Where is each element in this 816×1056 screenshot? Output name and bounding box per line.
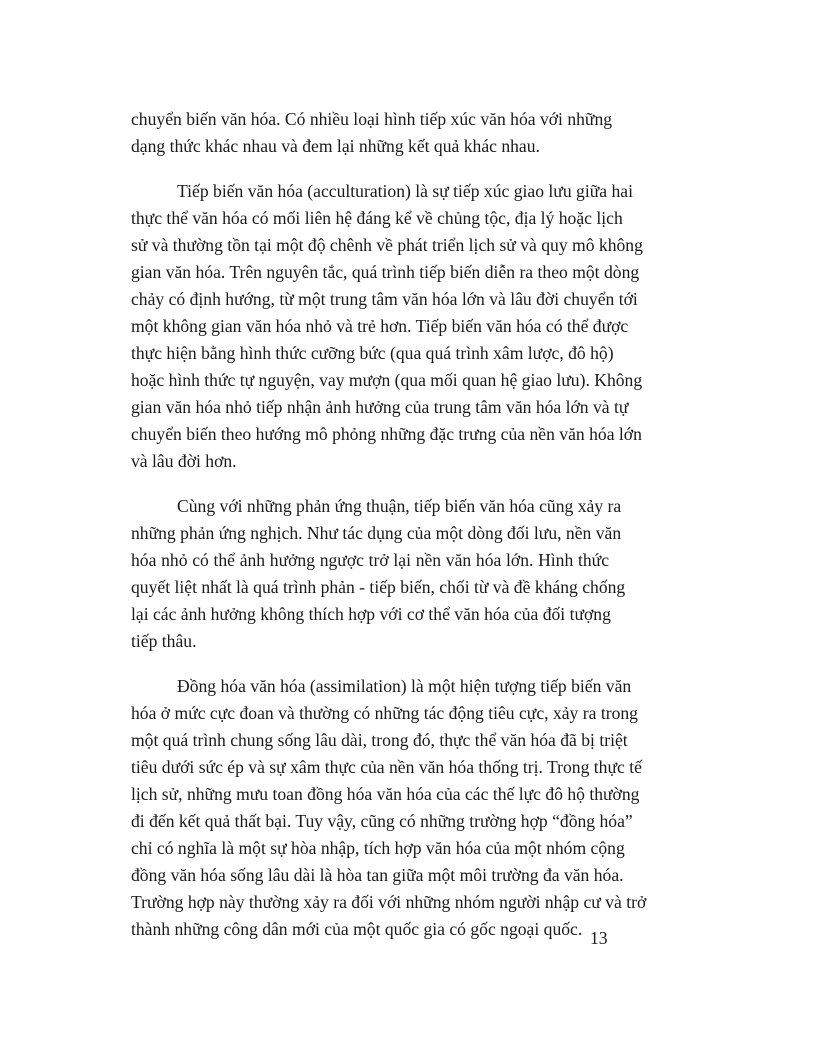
text-line: lịch sử, những mưu toan đồng hóa văn hóa của các thế lực đô hộ thường: [131, 784, 640, 804]
paragraph: [131, 178, 643, 475]
text-line: chuyển biến theo hướng mô phỏng những đặc trưng của nền văn hóa lớn: [131, 424, 642, 444]
text-line: thực thể văn hóa có mối liên hệ đáng kể về chủng tộc, địa lý hoặc lịch: [131, 208, 623, 228]
text-line: thành những công dân mới của một quốc gia có gốc ngoại quốc.: [131, 919, 583, 939]
text-line: gian văn hóa nhỏ tiếp nhận ảnh hưởng của trung tâm văn hóa lớn và tự: [131, 397, 629, 417]
page-body: [131, 106, 647, 961]
text-line: đi đến kết quả thất bại. Tuy vậy, cũng có những trường hợp “đồng hóa”: [131, 811, 633, 831]
text-line: chỉ có nghĩa là một sự hòa nhập, tích hợp văn hóa của một nhóm cộng: [131, 838, 625, 858]
paragraph: [131, 106, 613, 160]
text-line: tiêu dưới sức ép và sự xâm thực của nền văn hóa thống trị. Trong thực tế: [131, 757, 642, 777]
text-line: Trường hợp này thường xảy ra đối với những nhóm người nhập cư và trở: [131, 892, 647, 912]
paragraph: [131, 493, 626, 655]
text-line: Tiếp biến văn hóa (acculturation) là sự tiếp xúc giao lưu giữa hai: [177, 181, 633, 201]
text-line: Đồng hóa văn hóa (assimilation) là một hiện tượng tiếp biến văn: [177, 676, 632, 696]
text-line: một không gian văn hóa nhỏ và trẻ hơn. Tiếp biến văn hóa có thể được: [131, 316, 629, 336]
text-line: hóa nhỏ có thể ảnh hưởng ngược trở lại nền văn hóa lớn. Hình thức: [131, 550, 609, 570]
text-line: hoặc hình thức tự nguyện, vay mượn (qua mối quan hệ giao lưu). Không: [131, 370, 643, 390]
text-line: thực hiện bằng hình thức cưỡng bức (qua quá trình xâm lược, đô hộ): [131, 343, 614, 363]
text-line: Cùng với những phản ứng thuận, tiếp biến văn hóa cũng xảy ra: [177, 496, 622, 516]
text-line: chuyển biến văn hóa. Có nhiều loại hình tiếp xúc văn hóa với những: [131, 109, 613, 129]
text-line: chảy có định hướng, từ một trung tâm văn hóa lớn và lâu đời chuyển tới: [131, 289, 638, 309]
text-line: và lâu đời hơn.: [131, 451, 237, 471]
page-number: 13: [590, 928, 608, 948]
text-line: tiếp thâu.: [131, 631, 197, 651]
text-line: sử và thường tồn tại một độ chênh về phát triển lịch sử và quy mô không: [131, 235, 643, 255]
text-line: một quá trình chung sống lâu dài, trong đó, thực thể văn hóa đã bị triệt: [131, 730, 628, 750]
text-line: đồng văn hóa sống lâu dài là hòa tan giữa một môi trường đa văn hóa.: [131, 865, 624, 885]
text-line: dạng thức khác nhau và đem lại những kết quả khác nhau.: [131, 136, 540, 156]
text-line: gian văn hóa. Trên nguyên tắc, quá trình tiếp biến diễn ra theo một dòng: [131, 262, 640, 282]
text-line: quyết liệt nhất là quá trình phản - tiếp biến, chối từ và đề kháng chống: [131, 577, 626, 597]
paragraph: [131, 673, 647, 943]
text-line: lại các ảnh hưởng không thích hợp với cơ thể văn hóa của đối tượng: [131, 604, 611, 624]
text-line: hóa ở mức cực đoan và thường có những tác động tiêu cực, xảy ra trong: [131, 703, 638, 723]
text-line: những phản ứng nghịch. Như tác dụng của một dòng đối lưu, nền văn: [131, 523, 622, 543]
